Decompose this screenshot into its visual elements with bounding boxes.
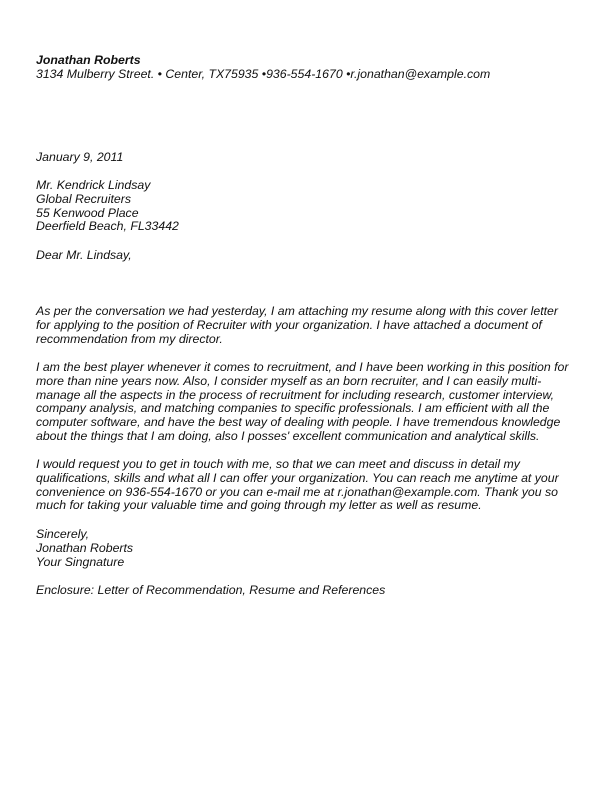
paragraph-line: I am the best player whenever it comes to recruitment, and I have been working in this position for (36, 360, 569, 374)
closing-block (36, 528, 133, 569)
recipient-company: Global Recruiters (36, 191, 131, 206)
paragraph-line: for applying to the position of Recruiter with your organization. I have attached a document of (36, 317, 542, 332)
letter-date: January 9, 2011 (36, 150, 124, 164)
recipient-city: Deerfield Beach, FL33442 (36, 219, 179, 234)
paragraph-line: As per the conversation we had yesterday, I am attaching my resume along with this cover letter (36, 304, 558, 318)
recipient-name: Mr. Kendrick Lindsay (36, 178, 151, 192)
body-paragraph-2 (36, 361, 568, 444)
paragraph-line: recommendation from my director. (36, 331, 223, 346)
paragraph-line: computer software, and have the best way of dealing with people. I have tremendous knowledge (36, 415, 561, 430)
closing-name: Jonathan Roberts (36, 540, 134, 555)
body-paragraph-1 (36, 305, 558, 346)
body-paragraph-3 (36, 458, 559, 513)
sender-block (36, 54, 490, 82)
paragraph-line: much for taking your valuable time and going through my letter as well as resume. (36, 498, 482, 513)
paragraph-line: more than nine years now. Also, I consider myself as an born recruiter, and I can easily multi- (36, 373, 542, 388)
paragraph-line: qualifications, skills and what all I can offer your organization. You can reach me anytime at your (36, 470, 559, 485)
paragraph-line: manage all the aspects in the process of recruitment for including research, customer interview, (36, 387, 555, 402)
enclosure-note: Enclosure: Letter of Recommendation, Resume and References (36, 583, 386, 597)
paragraph-line: about the things that I am doing, also I posses' excellent communication and analytical skills. (36, 428, 540, 443)
recipient-street: 55 Kenwood Place (36, 205, 139, 220)
sender-address: 3134 Mulberry Street. • Center, TX75935 •936-554-1670 •r.jonathan@example.com (36, 66, 491, 81)
paragraph-line: I would request you to get in touch with me, so that we can meet and discuss in detail my (36, 457, 520, 471)
salutation: Dear Mr. Lindsay, (36, 248, 132, 262)
paragraph-line: company analysis, and matching companies to specific professionals. I am efficient with all the (36, 401, 550, 416)
sender-name: Jonathan Roberts (36, 53, 141, 67)
paragraph-line: convenience on 936-554-1670 or you can e-mail me at r.jonathan@example.com. Thank you so (36, 484, 558, 499)
recipient-block (36, 179, 179, 234)
valediction: Sincerely, (36, 527, 90, 541)
signature: Your Singnature (36, 554, 125, 569)
